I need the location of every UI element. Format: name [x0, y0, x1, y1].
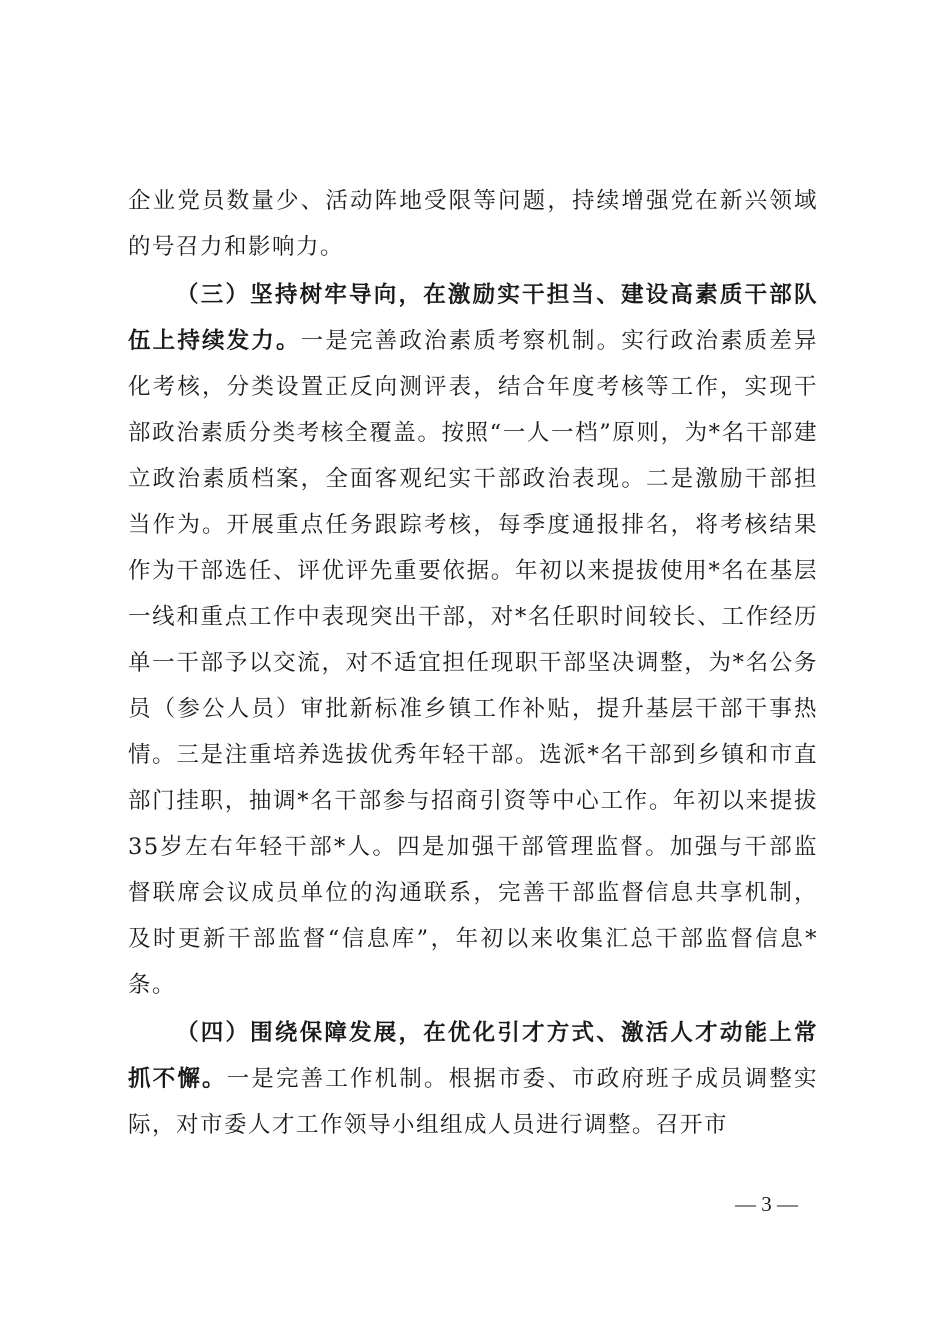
page-number: — 3 —: [735, 1192, 798, 1216]
paragraph-text: 一是完善工作机制。根据市委、市政府班子成员调整实际，对市委人才工作领导小组组成人员进行调整。召开市: [128, 1066, 818, 1138]
section-heading-three: （三）坚持树牢导向，在激励实干担当、建设高素质干部队伍上持续发力。: [128, 282, 818, 354]
paragraph-continuation: [128, 178, 818, 270]
paragraph-text: 一是完善政治素质考察机制。实行政治素质差异化考核，分类设置正反向测评表，结合年度考核等工作，实现干部政治素质分类考核全覆盖。按照“一人一档”原则，为*名干部建立政治素质档案，全面客观纪实干部政治表现。二是激励干部担当作为。开展重点任务跟踪考核，每季度通报排名，将考核结果作为干部选任、评优评先重要依据。年初以来提拔使用*名在基层一线和重点工作中表现突出干部，对*名任职时间较长、工作经历单一干部予以交流，对不适宜担任现职干部坚决调整，为*名公务员（参公人员）审批新标准乡镇工作补贴，提升基层干部干事热情。三是注重培养选拔优秀年轻干部。选派*名干部到乡镇和市直部门挂职，抽调*名干部参与招商引资等中心工作。年初以来提拔35岁左右年轻干部*人。四是加强干部管理监督。加强与干部监督联席会议成员单位的沟通联系，完善干部监督信息共享机制，及时更新干部监督“信息库”，年初以来收集汇总干部监督信息*条。: [128, 328, 818, 998]
paragraph-text: 企业党员数量少、活动阵地受限等问题，持续增强党在新兴领域的号召力和影响力。: [128, 188, 818, 260]
document-body: [128, 178, 818, 1148]
section-heading-four: （四）围绕保障发展，在优化引才方式、激活人才动能上常抓不懈。: [128, 1020, 818, 1092]
paragraph-section-three: [128, 272, 818, 1008]
paragraph-section-four: [128, 1010, 818, 1148]
